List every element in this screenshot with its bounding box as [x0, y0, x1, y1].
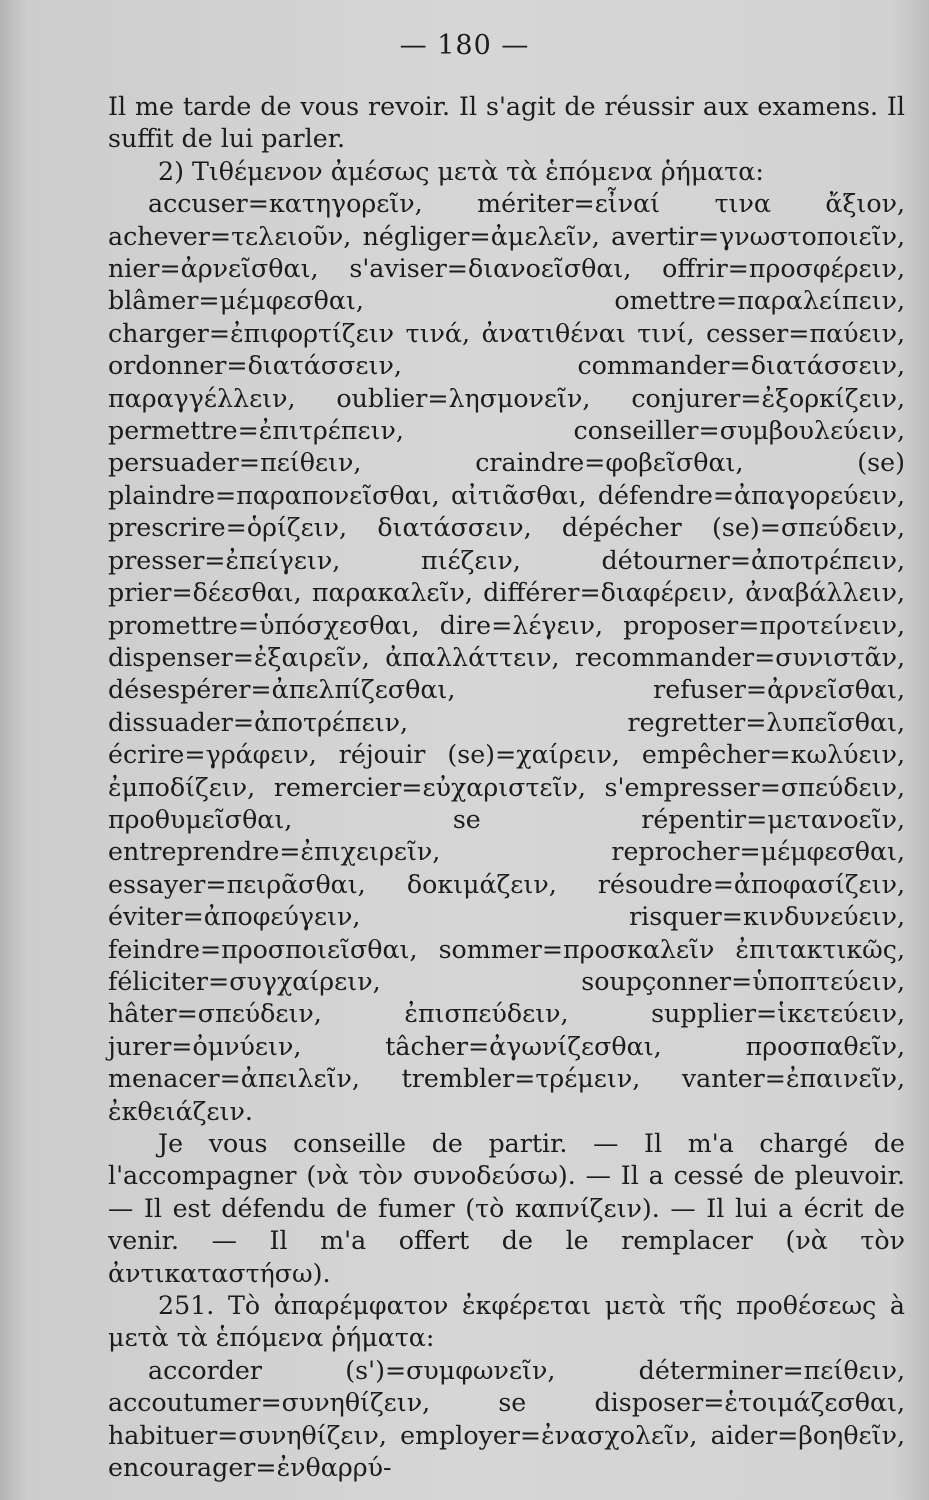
page-number: — 180 —: [399, 30, 530, 61]
paragraph-intro: Il me tarde de vous revoir. Il s'agit de réussir aux examens. Il suffit de lui parler.: [108, 92, 905, 154]
verb-list-2: accorder (s')=συμφωνεῖν, déterminer=πείθειν, accoutumer=συνηθίζειν, se disposer=ἑτοιμάζεσθαι, habituer=συνηθίζειν, employer=ἐνασχολεῖν, aider=βοηθεῖν, encourager=ἐνθαρρύ-: [108, 1355, 905, 1483]
verb-list-1: accuser=κατηγορεῖν, mériter=εἶναί τινα ἄξιον, achever=τελειοῦν, négliger=ἀμελεῖν, avertir=γνωστοποιεῖν, nier=ἀρνεῖσθαι, s'aviser=διανοεῖσθαι, offrir=προσφέρειν, blâmer=μέμφεσθαι, omettre=παραλείπειν, charger=ἐπιφορτίζειν τινά, ἀνατιθέναι τινί, cesser=παύειν, ordonner=διατάσσειν, commander=διατάσσειν, παραγγέλλειν, oublier=λησμονεῖν, conjurer=ἐξορκίζειν, permettre=ἐπιτρέπειν, conseiller=συμβουλεύειν, persuader=πείθειν, craindre=φοβεῖσθαι, (se) plaindre=παραπονεῖσθαι, αἰτιᾶσθαι, défendre=ἀπαγορεύειν, prescrire=ὁρίζειν, διατάσσειν, dépécher (se)=σπεύδειν, presser=ἐπείγειν, πιέζειν, détourner=ἀποτρέπειν, prier=δέεσθαι, παρακαλεῖν, différer=διαφέρειν, ἀναβάλλειν, promettre=ὑπόσχεσθαι, dire=λέγειν, proposer=προτείνειν, dispenser=ἐξαιρεῖν, ἀπαλλάττειν, recommander=συνιστᾶν, désespérer=ἀπελπίζεσθαι, refuser=ἀρνεῖσθαι, dissuader=ἀποτρέπειν, regretter=λυπεῖσθαι, écrire=γράφειν, réjouir (se)=χαίρειν, empêcher=κωλύειν, ἐμποδίζειν, remercier=εὐχαριστεῖν, s'empresser=σπεύδειν, προθυμεῖσθαι, se répentir=μετανοεῖν, entreprendre=ἐπιχειρεῖν, reprocher=μέμφεσθαι, essayer=πειρᾶσθαι, δοκιμάζειν, résoudre=ἀποφασίζειν, éviter=ἀποφεύγειν, risquer=κινδυνεύειν, feindre=προσποιεῖσθαι, sommer=προσκαλεῖν ἐπιτακτικῶς, féliciter=συγχαίρειν, soupçonner=ὑποπτεύειν, hâter=σπεύδειν, ἐπισπεύδειν, supplier=ἱκετεύειν, jurer=ὀμνύειν, tâcher=ἀγωνίζεσθαι, προσπαθεῖν, menacer=ἀπειλεῖν, trembler=τρέμειν, vanter=ἐπαινεῖν, ἐκθειάζειν.: [108, 189, 905, 1126]
paragraph-examples: Je vous conseille de partir. — Il m'a chargé de l'accompagner (νὰ τὸν συνοδεύσω). — Il a cessé de pleuvoir. — Il est défendu de fumer (τὸ καπνίζειν). — Il lui a écrit de venir. — Il m'a offert de le remplacer (νὰ τὸν ἀντικαταστήσω).: [108, 1129, 905, 1288]
paragraph-section-251: 251. Τὸ ἀπαρέμφατον ἐκφέρεται μετὰ τῆς προθέσεως à μετὰ τὰ ἑπόμενα ῥήματα:: [108, 1291, 905, 1353]
paragraph-heading-2: 2) Τιθέμενον ἀμέσως μετὰ τὰ ἑπόμενα ῥήματα:: [158, 156, 764, 186]
page-body: [108, 91, 905, 1484]
